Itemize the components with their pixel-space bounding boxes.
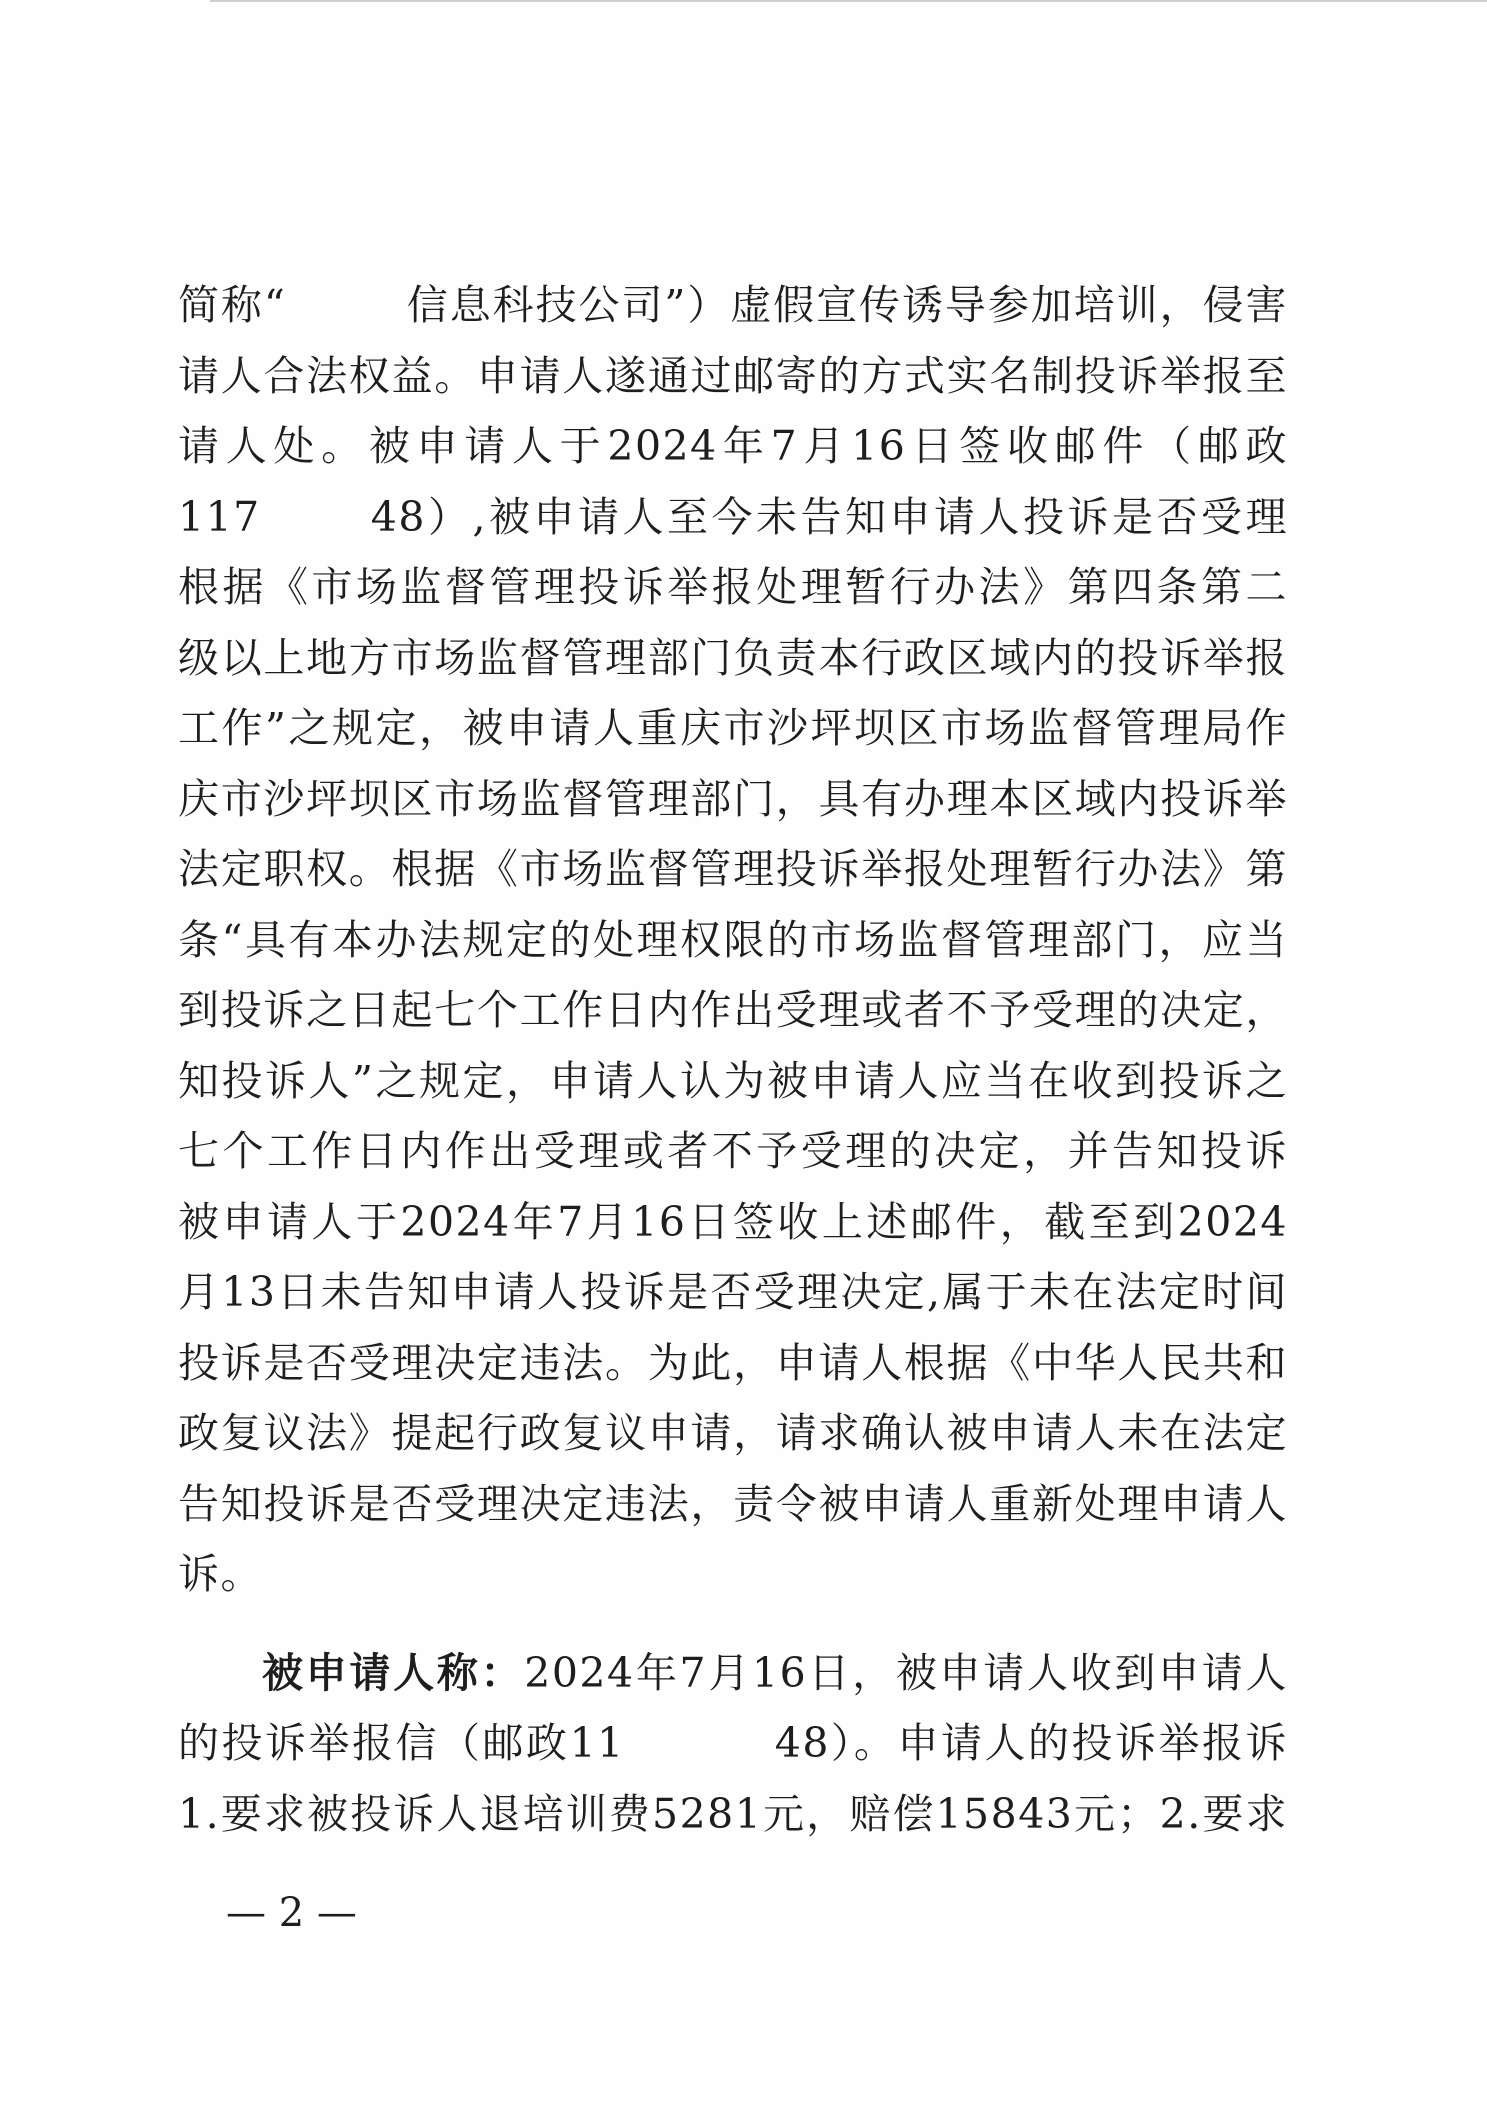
redaction-mark: [286, 282, 406, 323]
scan-edge-line: [210, 0, 1487, 2]
text-segment: 简称“: [178, 281, 287, 329]
text-line-15: 月13日未告知申请人投诉是否受理决定,属于未在法定时间: [178, 1268, 1288, 1316]
text-line-5: 根据《市场监督管理投诉举报处理暂行办法》第四条第二: [178, 563, 1288, 611]
text-segment: 2024年7月16日，被申请人收到申请人: [524, 1648, 1288, 1697]
text-segment: 48）。申请人的投诉举报诉: [774, 1719, 1288, 1767]
text-segment: 117: [178, 492, 261, 541]
document-body: [178, 270, 1288, 1849]
respondent-line-2: [178, 1708, 1288, 1779]
respondent-label: 被申请人称：: [262, 1648, 525, 1697]
redaction-mark: [261, 494, 371, 535]
text-line-4: [178, 482, 1288, 553]
text-line-16: 投诉是否受理决定违法。为此，申请人根据《中华人民共和: [178, 1338, 1288, 1387]
respondent-line-3: 1.要求被投诉人退培训费5281元，赔偿15843元；2.要求: [178, 1789, 1288, 1838]
text-segment: 的投诉举报信（邮政11: [178, 1719, 625, 1767]
paragraph-gap: [178, 1610, 1288, 1638]
text-line-10: 条“具有本办法规定的处理权限的市场监督管理部门，应当: [178, 915, 1288, 964]
text-line-13: 七个工作日内作出受理或者不予受理的决定，并告知投诉: [178, 1127, 1288, 1175]
text-line-1: [178, 270, 1288, 341]
text-line-19: 诉。: [178, 1550, 263, 1598]
text-line-6: 级以上地方市场监督管理部门负责本行政区域内的投诉举报: [178, 633, 1288, 682]
text-line-8: 庆市沙坪坝区市场监督管理部门，具有办理本区域内投诉举: [178, 774, 1288, 823]
text-line-14: 被申请人于2024年7月16日签收上述邮件，截至到2024: [178, 1197, 1288, 1246]
text-line-11: 到投诉之日起七个工作日内作出受理或者不予受理的决定，: [178, 986, 1288, 1034]
text-line-7: 工作”之规定，被申请人重庆市沙坪坝区市场监督管理局作: [178, 704, 1288, 752]
text-segment: 48）,被申请人至今未告知申请人投诉是否受理: [370, 492, 1288, 541]
text-line-17: 政复议法》提起行政复议申请，请求确认被申请人未在法定: [178, 1409, 1288, 1457]
text-line-2: 请人合法权益。申请人遂通过邮寄的方式实名制投诉举报至: [178, 351, 1288, 400]
redaction-mark: [625, 1720, 775, 1761]
text-line-12: 知投诉人”之规定，申请人认为被申请人应当在收到投诉之: [178, 1056, 1288, 1105]
text-line-18: 告知投诉是否受理决定违法，责令被申请人重新处理申请人: [178, 1479, 1288, 1528]
respondent-line-1: [178, 1638, 1288, 1709]
page-number: — 2 —: [226, 1890, 357, 1936]
text-line-3: 请人处。被申请人于2024年7月16日签收邮件（邮政: [178, 422, 1288, 470]
text-segment: 信息科技公司”）虚假宣传诱导参加培训，侵害: [406, 281, 1288, 329]
text-line-9: 法定职权。根据《市场监督管理投诉举报处理暂行办法》第: [178, 845, 1288, 893]
